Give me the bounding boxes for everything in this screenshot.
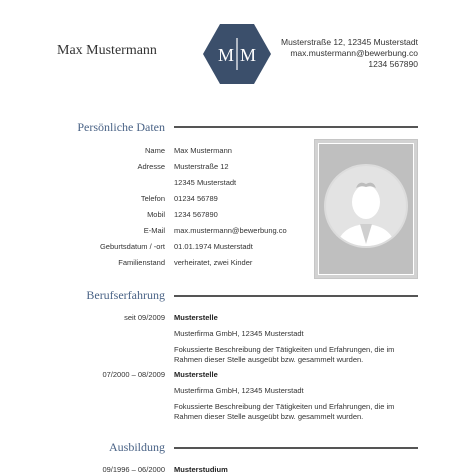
personal-value: verheiratet, zwei Kinder <box>174 258 253 267</box>
personal-label: Name <box>144 146 165 155</box>
section-divider-education <box>174 447 418 449</box>
experience-date: seit 09/2009 <box>124 313 165 322</box>
personal-value: Musterstraße 12 <box>174 162 229 171</box>
logo-letter-left: M <box>217 45 235 65</box>
personal-value: 1234 567890 <box>174 210 218 219</box>
experience-desc-line: Rahmen dieser Stelle ausgeübt bzw. gesammelt wurden. <box>174 412 364 421</box>
photo-placeholder <box>318 143 414 275</box>
education-date: 09/1996 – 06/2000 <box>102 465 165 474</box>
contact-block <box>281 37 418 70</box>
contact-email: max.mustermann@bewerbung.co <box>290 48 418 58</box>
logo-letter-right: M <box>239 45 257 65</box>
avatar-placeholder-icon <box>319 144 413 274</box>
personal-value: 01.01.1974 Musterstadt <box>174 242 253 251</box>
experience-title: Musterstelle <box>174 313 218 322</box>
personal-label: Telefon <box>140 194 165 203</box>
contact-phone: 1234 567890 <box>368 59 418 69</box>
personal-value: 12345 Musterstadt <box>174 178 237 187</box>
personal-value: 01234 56789 <box>174 194 218 203</box>
personal-label: Geburtsdatum / -ort <box>99 242 165 251</box>
experience-company: Musterfirma GmbH, 12345 Musterstadt <box>174 329 304 338</box>
contact-address: Musterstraße 12, 12345 Musterstadt <box>280 37 418 47</box>
experience-desc-line: Fokussierte Beschreibung der Tätigkeiten und Erfahrungen, die im <box>174 402 395 411</box>
applicant-name: Max Mustermann <box>57 43 157 58</box>
section-divider-personal <box>174 126 418 128</box>
experience-desc-line: Rahmen dieser Stelle ausgeübt bzw. gesammelt wurden. <box>174 355 364 364</box>
experience-title: Musterstelle <box>174 370 218 379</box>
personal-label: Familienstand <box>118 258 165 267</box>
personal-label: Mobil <box>147 210 165 219</box>
section-title-experience: Berufserfahrung <box>86 288 165 302</box>
monogram-logo <box>203 24 271 84</box>
section-divider-experience <box>174 295 418 297</box>
section-title-education: Ausbildung <box>108 440 165 454</box>
personal-label: Adresse <box>137 162 165 171</box>
experience-desc-line: Fokussierte Beschreibung der Tätigkeiten und Erfahrungen, die im <box>174 345 395 354</box>
personal-value: Max Mustermann <box>174 146 232 155</box>
section-title-personal: Persönliche Daten <box>77 120 165 134</box>
photo-frame <box>314 139 418 279</box>
education-title: Musterstudium <box>174 465 228 474</box>
personal-label: E-Mail <box>143 226 165 235</box>
experience-company: Musterfirma GmbH, 12345 Musterstadt <box>174 386 304 395</box>
personal-value: max.mustermann@bewerbung.co <box>174 226 287 235</box>
experience-date: 07/2000 – 08/2009 <box>102 370 165 379</box>
